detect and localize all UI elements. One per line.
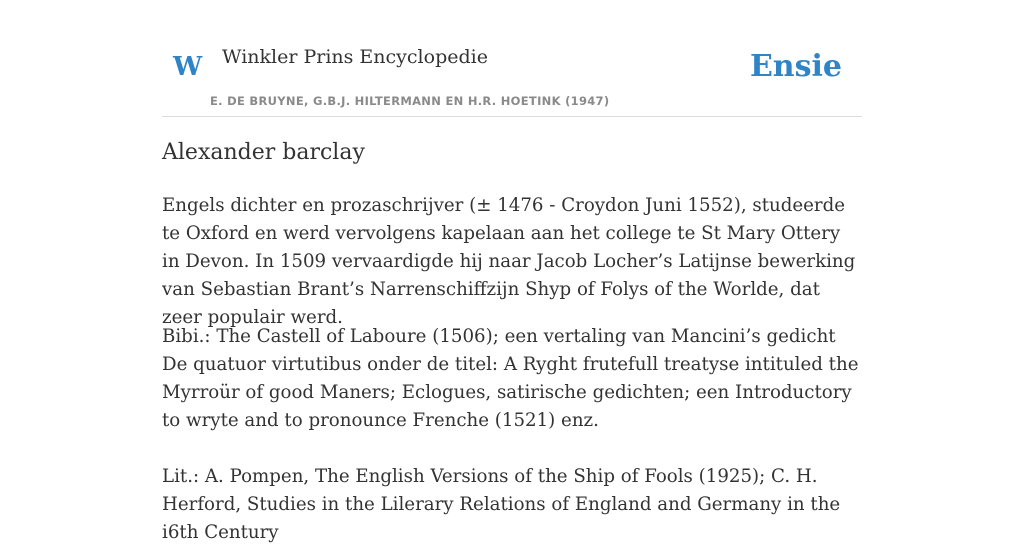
article-paragraph: Engels dichter en prozaschrijver (± 1476 - Croydon Juni 1552), studeerde te Oxford en werd vervolgens kapelaan aan het college te St Mary Ottery in Devon. In 1509 vervaardigde hij naar Jacob Locher’s Latijnse bewerking van Sebastian Brant’s Narrenschiffzijn Shyp of Folys of the Worlde, dat zeer populair werd. [162,195,856,328]
page [162,0,862,543]
article-title: Alexander barclay [162,140,365,165]
encyclopedia-title[interactable]: Winkler Prins Encyclopedie [222,46,488,68]
wp-logo[interactable]: W [173,52,203,82]
site-header [162,0,862,117]
article-paragraph: Bibi.: The Castell of Laboure (1506); een vertaling van Mancini’s gedicht De quatuor virtutibus onder de titel: A Ryght frutefull treatyse intituled the Myrroür of good Maners; Eclogues, satirische gedichten; een Introductory to wryte and to pronounce Frenche (1521) enz. [162,326,859,431]
article-paragraph: Lit.: A. Pompen, The English Versions of the Ship of Fools (1925); C. H. Herford, Studies in the Lilerary Relations of England and Germany in the i6th Century [162,466,841,543]
encyclopedia-authors: E. DE BRUYNE, G.B.J. HILTERMANN EN H.R. HOETINK (1947) [210,94,610,108]
ensie-logo[interactable]: Ensie [749,49,842,84]
